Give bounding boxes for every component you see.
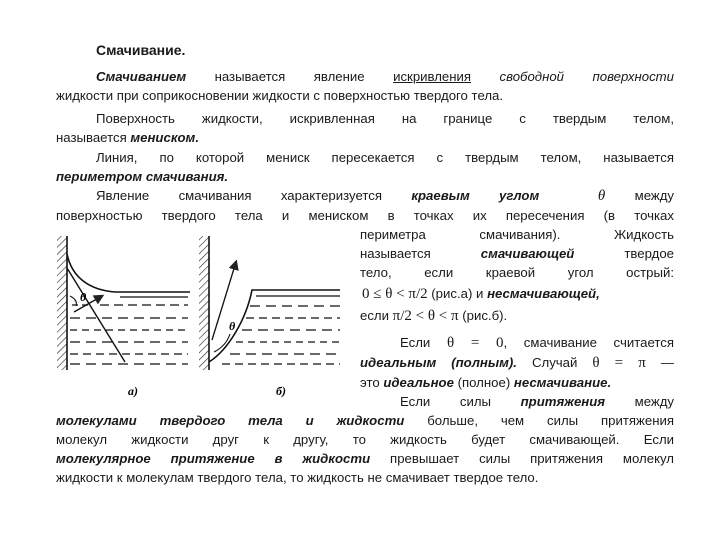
- theta-label-b: θ: [229, 319, 236, 333]
- text: называется: [360, 246, 481, 261]
- liquid-lines-a: [70, 297, 188, 364]
- figure-a-wetting: [57, 236, 190, 370]
- text: (полное): [453, 375, 514, 390]
- term-attraction: притяжения: [520, 394, 606, 409]
- contact-angle-line3: периметра смачивания). Жидкость: [360, 227, 674, 242]
- figure-b-non-wetting: [199, 236, 340, 370]
- obtuse-angle-condition: π/2 < θ < π: [392, 308, 459, 324]
- text: Если: [400, 335, 447, 350]
- term-wetting: Смачиванием: [96, 69, 187, 84]
- forces-line3: молекул жидкости друг к другу, то жидкость будет смачивающей. Если: [56, 432, 674, 447]
- theta-zero: θ = 0: [446, 335, 504, 351]
- term-meniscus: мениском.: [130, 130, 199, 145]
- meniscus-concave: [67, 254, 190, 292]
- contact-angle-line7: [360, 306, 507, 326]
- meniscus-figure: [0, 0, 360, 410]
- forces-line5: жидкости к молекулам твердого тела, то жидкость не смачивает твердое тело.: [56, 470, 539, 485]
- text: Явление смачивания характеризуется: [96, 188, 412, 203]
- contact-angle-line6: [362, 284, 600, 304]
- text: называется явление: [186, 69, 394, 84]
- term-wetting-liquid: смачивающей: [480, 246, 575, 261]
- contact-angle-line2: поверхностью твердого тела и мениском в точках их пересечения (в точках: [56, 208, 674, 223]
- acute-angle-condition: 0 ≤ θ < π/2: [362, 286, 428, 302]
- term-molecular-attraction: молекулярное притяжение в жидкости: [56, 451, 371, 466]
- figure-label-b: б): [276, 384, 286, 398]
- text: если: [360, 308, 393, 323]
- text: (рис.а) и: [427, 286, 488, 301]
- theta-label-a: θ: [80, 290, 87, 304]
- term-non-wetting: несмачивающей,: [487, 286, 600, 301]
- text: Если силы: [400, 394, 521, 409]
- text: это: [360, 375, 384, 390]
- figure-label-a: а): [128, 384, 138, 398]
- text: больше, чем силы притяжения: [404, 413, 674, 428]
- solid-wall-b: [199, 236, 209, 370]
- term-ideal: идеальное: [383, 375, 454, 390]
- term-wetting-perimeter: периметром смачивания.: [56, 169, 229, 184]
- text: —: [645, 355, 675, 370]
- theta-pi: θ = π: [592, 355, 646, 371]
- text: , смачивание считается: [503, 335, 674, 350]
- perimeter-line1: Линия, по которой мениск пересекается с твердым телом, называется: [96, 150, 674, 165]
- text: [471, 69, 499, 84]
- text: (рис.б).: [458, 308, 508, 323]
- liquid-lines-b: [222, 296, 340, 364]
- text: Случай: [516, 355, 593, 370]
- forces-line2: [56, 411, 674, 430]
- theta-symbol: θ: [597, 188, 606, 204]
- text: твердое: [574, 246, 675, 261]
- forces-line1: [400, 392, 674, 411]
- ideal-wetting-line3: [360, 373, 611, 392]
- page-title: Смачивание.: [96, 42, 186, 58]
- solid-wall-a: [57, 236, 67, 370]
- contact-angle-line4: [360, 244, 674, 263]
- term-free-surface: свободной поверхности: [499, 69, 675, 84]
- text: между: [605, 188, 674, 203]
- text: называется: [56, 130, 131, 145]
- ideal-wetting-line2: [360, 353, 674, 373]
- text: между: [605, 394, 675, 409]
- term-contact-angle: краевым углом: [411, 188, 540, 203]
- text: превышает силы притяжения молекул: [370, 451, 674, 466]
- term-ideal-full: идеальным (полным).: [360, 355, 517, 370]
- forces-line4: [56, 449, 674, 468]
- meniscus-line1: Поверхность жидкости, искривленная на границе с твердым телом,: [96, 111, 674, 126]
- ideal-wetting-line1: [400, 333, 674, 353]
- arrow-a: [74, 296, 102, 312]
- contact-angle-line5: тело, если краевой угол острый:: [360, 265, 674, 280]
- definition-wetting-line2: жидкости при соприкосновении жидкости с поверхностью твердого тела.: [56, 88, 504, 103]
- term-solid-liquid-molecules: молекулами твердого тела и жидкости: [56, 413, 405, 428]
- term-non-wetting-ideal: несмачивание.: [513, 375, 612, 390]
- term-curvature: искривления: [393, 69, 472, 84]
